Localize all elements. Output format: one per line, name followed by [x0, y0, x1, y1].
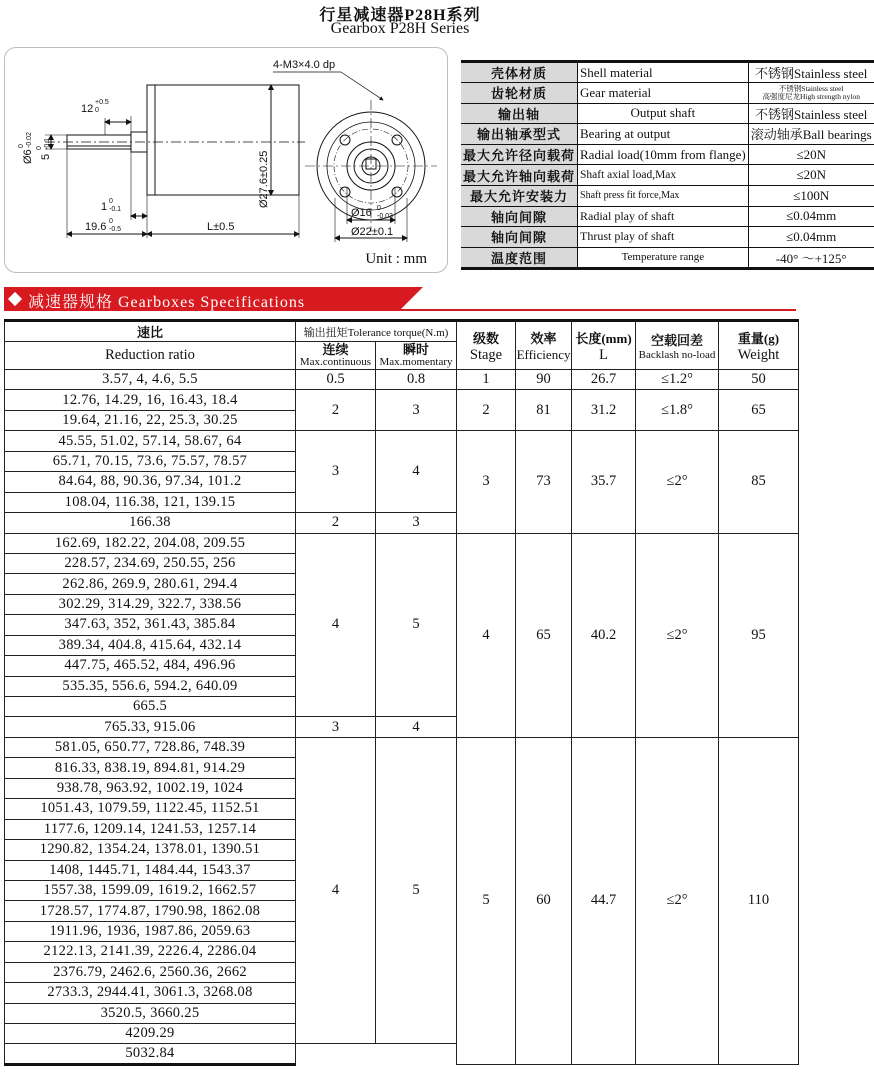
stage-cell: 3 — [457, 431, 516, 533]
length-cell: 35.7 — [572, 431, 636, 533]
ratio-cell: 228.57, 234.69, 250.55, 256 — [5, 553, 296, 573]
banner-tip — [399, 287, 423, 311]
ratio-cell: 1557.38, 1599.09, 1619.2, 1662.57 — [5, 880, 296, 900]
table-row — [5, 533, 799, 553]
header-back-cn: 空载回差 — [651, 333, 704, 348]
stage-cell: 1 — [457, 370, 516, 390]
backlash-cell: ≤1.2° — [636, 370, 719, 390]
ratio-cell: 84.64, 88, 90.36, 97.34, 101.2 — [5, 472, 296, 492]
header-len-cn: 长度(mm) — [575, 330, 632, 346]
header-mom-en: Max.momentary — [379, 355, 453, 368]
spec-key: 温度范围 — [461, 247, 578, 268]
ratio-cell: 2122.13, 2141.39, 2226.4, 2286.04 — [5, 942, 296, 962]
ratio-cell: 1408, 1445.71, 1484.44, 1543.37 — [5, 860, 296, 880]
header-stage-en: Stage — [469, 346, 503, 363]
spec-en: Radial play of shaft — [578, 206, 749, 227]
ratio-cell: 1728.57, 1774.87, 1790.98, 1862.08 — [5, 901, 296, 921]
pilot-dia-tol-dn: -0.03 — [377, 213, 393, 220]
header-weight — [719, 321, 799, 370]
ratio-cell: 581.05, 650.77, 728.86, 748.39 — [5, 737, 296, 757]
ratio-cell: 765.33, 915.06 — [5, 717, 296, 737]
ratio-cell: 162.69, 182.22, 204.08, 209.55 — [5, 533, 296, 553]
spec-value: ≤0.04mm — [748, 206, 873, 227]
spec-en: Bearing at output — [578, 124, 749, 145]
spec-value: 滚动轴承Ball bearings — [748, 124, 873, 145]
spec-en: Temperature range — [578, 247, 749, 268]
ratio-cell: 65.71, 70.15, 73.6, 75.57, 78.57 — [5, 451, 296, 471]
header-stage-cn: 级数 — [473, 330, 500, 346]
ratio-cell: 3.57, 4, 4.6, 5.5 — [5, 370, 296, 390]
header-stage — [457, 321, 516, 370]
spec-en: Shaft axial load,Max — [578, 165, 749, 186]
ratio-cell: 816.33, 838.19, 894.81, 914.29 — [5, 758, 296, 778]
body-outline — [147, 85, 299, 195]
front-len-tol-dn: -0.5 — [109, 226, 122, 233]
unit-label: Unit : mm — [365, 251, 427, 267]
torque-momentary-cell: 4 — [376, 717, 457, 737]
title-chinese: 行星减速器P28H系列 — [319, 7, 481, 24]
shaft-length-tol-dn: 0 — [95, 107, 99, 114]
step-tol-up: 0 — [109, 198, 113, 205]
spec-value — [748, 83, 873, 104]
torque-momentary-cell: 5 — [376, 737, 457, 1044]
ratio-cell: 1290.82, 1354.24, 1378.01, 1390.51 — [5, 840, 296, 860]
header-ratio-en: Reduction ratio — [5, 342, 296, 370]
title-english: Gearbox P28H Series — [330, 20, 470, 37]
spec-value-line: 不锈钢Stainless steel — [778, 83, 844, 93]
spec-en: Shaft press fit force,Max — [578, 185, 749, 206]
weight-cell: 50 — [719, 370, 799, 390]
backlash-cell: ≤2° — [636, 431, 719, 533]
efficiency-cell: 81 — [516, 390, 572, 431]
header-eff-en: Efficiency — [516, 347, 571, 362]
ratio-cell: 2376.79, 2462.6, 2560.36, 2662 — [5, 962, 296, 982]
header-momentary — [376, 342, 457, 370]
torque-continuous-cell: 2 — [296, 390, 376, 431]
flat-tol-up: 0 — [36, 146, 43, 150]
length-cell: 44.7 — [572, 737, 636, 1064]
spec-row — [461, 185, 874, 206]
length-cell: 26.7 — [572, 370, 636, 390]
stage-cell: 4 — [457, 533, 516, 737]
pilot-dia-tol-up: 0 — [377, 205, 381, 212]
torque-continuous-cell: 3 — [296, 431, 376, 513]
ratio-cell: 262.86, 269.9, 280.61, 294.4 — [5, 574, 296, 594]
ratio-cell: 12.76, 14.29, 16, 16.43, 18.4 — [5, 390, 296, 410]
flat-tol-dn: -0.1 — [44, 137, 51, 150]
ratio-cell: 347.63, 352, 361.43, 385.84 — [5, 615, 296, 635]
table-row — [5, 737, 799, 757]
spec-en: Thrust play of shaft — [578, 227, 749, 248]
weight-cell: 85 — [719, 431, 799, 533]
spec-value: ≤20N — [748, 165, 873, 186]
torque-continuous-cell: 3 — [296, 717, 376, 737]
table-row — [5, 370, 799, 390]
header-torque: 输出扭矩Tolerance torque(N.m) — [296, 321, 457, 342]
screw-label: 4-M3×4.0 dp — [273, 59, 336, 71]
table-row — [5, 431, 799, 451]
spec-value: 不锈钢Stainless steel — [748, 62, 873, 83]
header-back-en: Backlash no-load — [638, 349, 716, 361]
banner-title: 减速器规格 Gearboxes Specifications — [28, 294, 306, 311]
technical-drawing — [4, 47, 448, 273]
gearbox-spec-table — [4, 319, 799, 1066]
screw-hole — [392, 187, 402, 197]
efficiency-cell: 73 — [516, 431, 572, 533]
header-backlash — [636, 321, 719, 370]
torque-momentary-cell: 0.8 — [376, 370, 457, 390]
efficiency-cell: 90 — [516, 370, 572, 390]
torque-momentary-cell: 3 — [376, 513, 457, 533]
spec-key: 输出轴承型式 — [461, 124, 578, 145]
torque-momentary-cell: 3 — [376, 390, 457, 431]
ratio-cell: 302.29, 314.29, 322.7, 338.56 — [5, 594, 296, 614]
spec-value: -40° ～+125° — [748, 247, 873, 268]
ratio-cell: 4209.29 — [5, 1024, 296, 1044]
weight-cell: 65 — [719, 390, 799, 431]
header-mom-cn: 瞬时 — [403, 341, 430, 357]
front-len-tol-up: 0 — [109, 218, 113, 225]
spec-en: Shell material — [578, 62, 749, 83]
spec-value: ≤20N — [748, 144, 873, 165]
gearbox-drawing-svg — [5, 48, 449, 274]
ratio-cell: 665.5 — [5, 697, 296, 717]
ratio-cell: 166.38 — [5, 513, 296, 533]
spec-value: ≤0.04mm — [748, 227, 873, 248]
spec-key: 输出轴 — [461, 103, 578, 124]
ratio-cell: 389.34, 404.8, 415.64, 432.14 — [5, 635, 296, 655]
total-len-label: L±0.5 — [207, 221, 235, 233]
section-banner — [4, 287, 796, 311]
shaft-length-tol-up: +0.5 — [95, 99, 109, 106]
shaft-length-label: 12 — [81, 103, 94, 115]
spec-row — [461, 103, 874, 124]
spec-en: Gear material — [578, 83, 749, 104]
ratio-cell: 3520.5, 3660.25 — [5, 1003, 296, 1023]
spec-key: 最大允许安装力 — [461, 185, 578, 206]
torque-momentary-cell: 4 — [376, 431, 457, 513]
ratio-cell: 108.04, 116.38, 121, 139.15 — [5, 492, 296, 512]
spec-key: 轴向间隙 — [461, 206, 578, 227]
efficiency-cell: 65 — [516, 533, 572, 737]
spec-key: 壳体材质 — [461, 62, 578, 83]
header-wt-en: Weight — [737, 346, 780, 363]
header-length — [572, 321, 636, 370]
spec-key: 齿轮材质 — [461, 83, 578, 104]
front-len-label: 19.6 — [85, 221, 107, 233]
body-dia-label: Ø27.6±0.25 — [258, 150, 270, 208]
ratio-cell: 535.35, 556.6, 594.2, 640.09 — [5, 676, 296, 696]
ratio-cell: 45.55, 51.02, 57.14, 58.67, 64 — [5, 431, 296, 451]
spec-en: Output shaft — [578, 103, 749, 124]
header-cont-cn: 连续 — [322, 341, 349, 357]
table-row — [5, 390, 799, 410]
spec-key: 最大允许径向载荷 — [461, 144, 578, 165]
torque-continuous-cell: 4 — [296, 533, 376, 717]
spec-row — [461, 247, 874, 268]
torque-continuous-cell: 4 — [296, 737, 376, 1044]
length-cell: 31.2 — [572, 390, 636, 431]
spec-value: 不锈钢Stainless steel — [748, 103, 873, 124]
torque-continuous-cell: 2 — [296, 513, 376, 533]
pcd-label: Ø22±0.1 — [351, 226, 394, 238]
spec-key: 轴向间隙 — [461, 227, 578, 248]
header-cont-en: Max.continuous — [299, 355, 372, 368]
header-wt-cn: 重量(g) — [737, 330, 780, 346]
torque-continuous-cell: 0.5 — [296, 370, 376, 390]
pilot-dia-label: Ø16 — [351, 207, 372, 219]
spec-row — [461, 62, 874, 83]
ratio-cell: 1911.96, 1936, 1987.86, 2059.63 — [5, 921, 296, 941]
spec-key: 最大允许轴向载荷 — [461, 165, 578, 186]
ratio-cell: 1051.43, 1079.59, 1122.45, 1152.51 — [5, 799, 296, 819]
screw-hole — [340, 187, 350, 197]
step-tol-dn: -0.1 — [109, 206, 122, 213]
shaft-dia-tol-up: 0 — [18, 144, 25, 148]
spec-row — [461, 83, 874, 104]
spec-row — [461, 144, 874, 165]
header-ratio-cn: 速比 — [5, 321, 296, 342]
step-label: 1 — [101, 201, 108, 213]
ratio-cell: 938.78, 963.92, 1002.19, 1024 — [5, 778, 296, 798]
weight-cell: 110 — [719, 737, 799, 1064]
stage-cell: 2 — [457, 390, 516, 431]
spec-row — [461, 124, 874, 145]
spec-row — [461, 165, 874, 186]
header-efficiency — [516, 321, 572, 370]
ratio-cell: 2733.3, 2944.41, 3061.3, 3268.08 — [5, 983, 296, 1003]
efficiency-cell: 60 — [516, 737, 572, 1064]
spec-en: Radial load(10mm from flange) — [578, 144, 749, 165]
spec-table — [461, 60, 874, 270]
spec-row — [461, 206, 874, 227]
ratio-cell: 5032.84 — [5, 1044, 296, 1064]
backlash-cell: ≤1.8° — [636, 390, 719, 431]
backlash-cell: ≤2° — [636, 737, 719, 1064]
ratio-cell: 1177.6, 1209.14, 1241.53, 1257.14 — [5, 819, 296, 839]
backlash-cell: ≤2° — [636, 533, 719, 737]
spec-value-line: 高强度尼龙High strength nylon — [762, 91, 860, 101]
weight-cell: 95 — [719, 533, 799, 737]
header-len-en: L — [599, 346, 608, 363]
stage-cell: 5 — [457, 737, 516, 1064]
length-cell: 40.2 — [572, 533, 636, 737]
flat-label: 5 — [40, 153, 52, 160]
ratio-cell: 19.64, 21.16, 22, 25.3, 30.25 — [5, 410, 296, 430]
shaft-dia-label: Ø6 — [22, 149, 34, 164]
header-eff-cn: 效率 — [530, 331, 557, 346]
spec-value: ≤100N — [748, 185, 873, 206]
banner-underline — [399, 309, 796, 311]
torque-momentary-cell: 5 — [376, 533, 457, 717]
header-continuous — [296, 342, 376, 370]
ratio-cell: 447.75, 465.52, 484, 496.96 — [5, 656, 296, 676]
shaft-dia-tol-dn: -0.02 — [26, 132, 33, 148]
spec-row — [461, 227, 874, 248]
